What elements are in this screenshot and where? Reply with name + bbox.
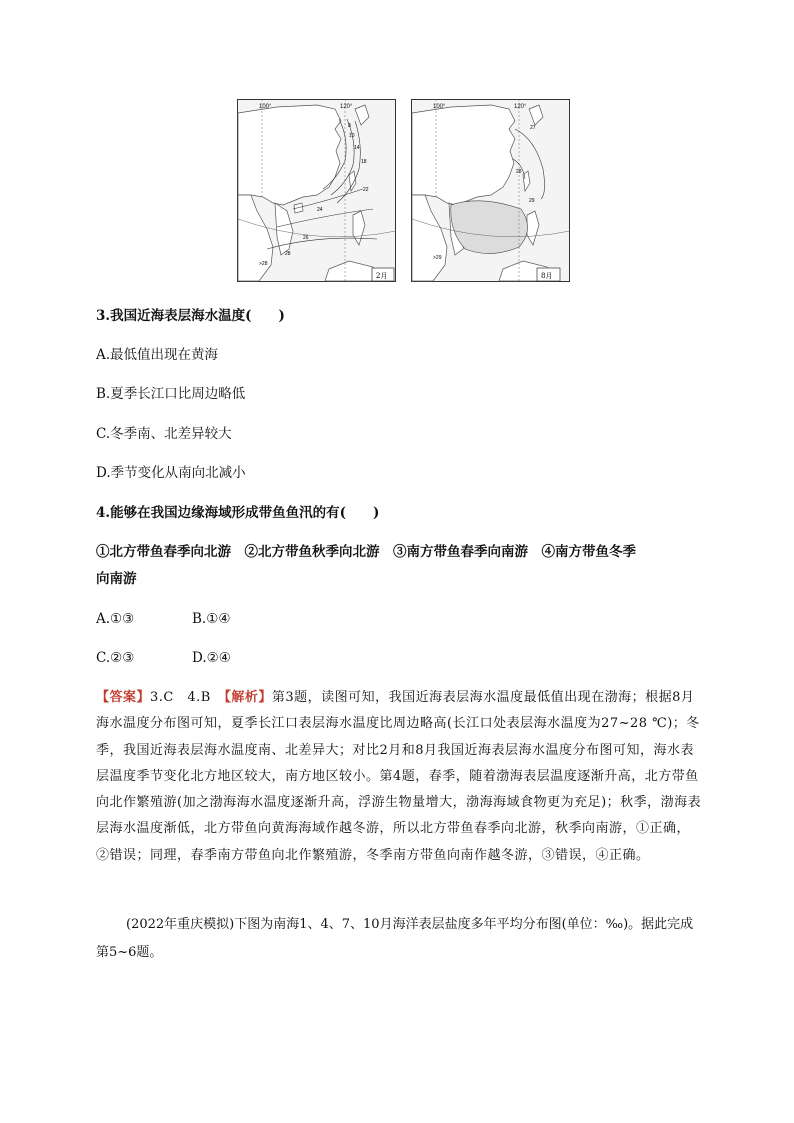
- q3-option-c: C.冬季南、北差异较大: [96, 426, 232, 442]
- lon-label-100: 100°: [433, 104, 446, 110]
- q3-stem: 3.我国近海表层海水温度( ): [96, 308, 285, 324]
- analysis-tag: 【解析】: [224, 690, 272, 705]
- february-map-figure: [237, 99, 396, 282]
- february-map: [237, 99, 396, 282]
- isotherm-label: 10: [349, 133, 355, 139]
- q4-items-line1: ①北方带鱼春季向北游 ②北方带鱼秋季向北游 ③南方带鱼春季向南游 ④南方带鱼冬季: [96, 544, 636, 560]
- next-question-intro: (2022年重庆模拟)下图为南海1、4、7、10月海洋表层盐度多年平均分布图(单位：‰)。据此完成第5~6题。: [96, 917, 694, 960]
- answer-tag: 【答案】: [96, 690, 151, 705]
- month-label: 2月: [376, 272, 388, 280]
- lon-label-120: 120°: [340, 104, 353, 110]
- isotherm-label: 18: [361, 159, 367, 165]
- answer-analysis-block: [96, 685, 702, 869]
- month-label: 8月: [541, 272, 553, 280]
- q4-option-c: C.②③: [96, 650, 135, 666]
- q4-option-d: D.②④: [192, 650, 231, 666]
- q4-option-b: B.①④: [192, 611, 231, 627]
- q3-option-b: B.夏季长江口比周边略低: [96, 386, 246, 402]
- q4-items-line2: 向南游: [96, 571, 137, 587]
- q4-option-a: A.①③: [96, 611, 135, 627]
- isotherm-label: 24: [317, 207, 323, 213]
- isotherm-label: 29: [529, 198, 535, 204]
- lon-label-120: 120°: [514, 104, 527, 110]
- isotherm-label: 8: [348, 123, 351, 129]
- isotherm-label: 26: [303, 235, 309, 241]
- isotherm-label: 22: [363, 187, 369, 193]
- isotherm-label: 28: [516, 169, 522, 175]
- isotherm-label: >29: [433, 255, 442, 261]
- august-map: [411, 99, 570, 282]
- answer-text: 3.C 4.B: [150, 690, 225, 705]
- lon-label-100: 100°: [259, 104, 272, 110]
- q3-option-a: A.最低值出现在黄海: [96, 347, 219, 363]
- isotherm-label: 27: [530, 125, 536, 131]
- analysis-text: 第3题，读图可知，我国近海表层海水温度最低值出现在渤海；根据8月海水温度分布图可知，夏季长江口表层海水温度比周边略高(长江口处表层海水温度为27~28 ℃)；冬季，我国近海表层海水温度南、北差异大；对比2月和8月我国近海表层海水温度分布图可知，海水表层温度季节变化北方地区较大，南方地区较小。第4题，春季，随着渤海表层温度逐渐升高，北方带鱼向北作繁殖游(加之渤海海水温度逐渐升高，浮游生物量增大，渤海海域食物更为充足)；秋季，渤海表层海水温度渐低，北方带鱼向黄海海域作越冬游，所以北方带鱼春季向北游，秋季向南游，①正确，②错误；同理，春季南方带鱼向北作繁殖游，冬季南方带鱼向南作越冬游，③错误，④正确。: [96, 690, 702, 863]
- q4-stem: 4.能够在我国边缘海域形成带鱼鱼汛的有( ): [96, 505, 380, 521]
- august-map-figure: [411, 99, 570, 282]
- isotherm-label: 14: [354, 145, 360, 151]
- isotherm-label: >28: [259, 261, 268, 267]
- q3-option-d: D.季节变化从南向北减小: [96, 465, 246, 481]
- isotherm-label: 28: [285, 251, 291, 257]
